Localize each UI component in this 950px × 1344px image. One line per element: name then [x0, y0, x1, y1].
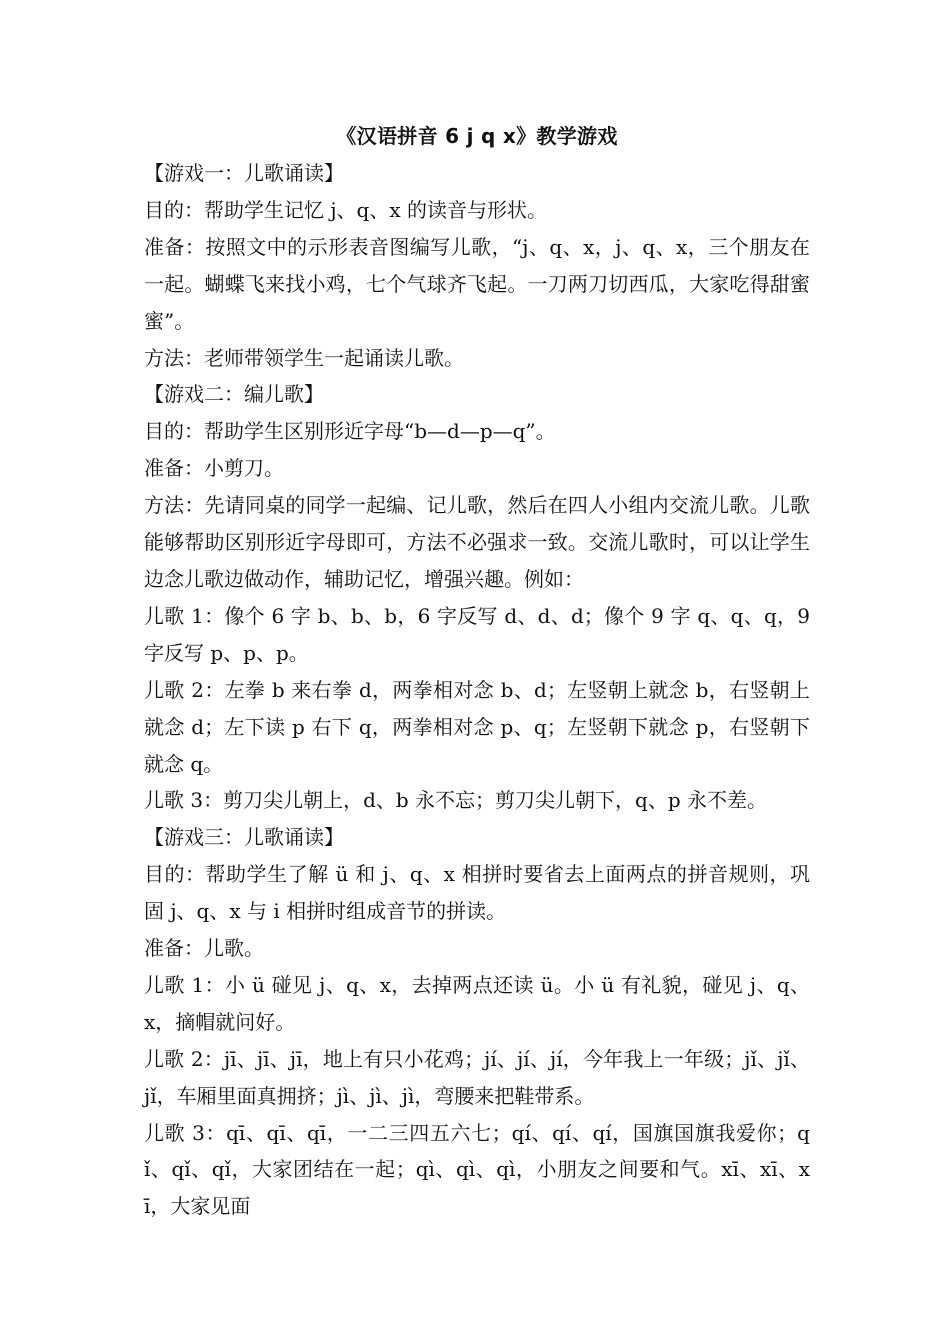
document-page: [144, 118, 810, 1225]
game2-method: 方法：先请同桌的同学一起编、记儿歌，然后在四人小组内交流儿歌。儿歌能够帮助区别形近字母即可，方法不必强求一致。交流儿歌时，可以让学生边念儿歌边做动作，辅助记忆，增强兴趣。例如：: [144, 493, 810, 591]
game3-song1: 儿歌 1：小 ü 碰见 j、q、x，去掉两点还读 ü。小 ü 有礼貌，碰见 j、q、x，摘帽就问好。: [144, 972, 810, 1034]
game2-song2: 儿歌 2：左拳 b 来右拳 d，两拳相对念 b、d；左竖朝上就念 b，右竖朝上就念 d；左下读 p 右下 q，两拳相对念 p、q；左竖朝下就念 p，右竖朝下就念 q。: [144, 677, 810, 776]
game1-prep: 准备：按照文中的示形表音图编写儿歌，“j、q、x，j、q、x，三个朋友在一起。蝴蝶飞来找小鸡，七个气球齐飞起。一刀两刀切西瓜，大家吃得甜蜜蜜”。: [144, 234, 810, 333]
game1-goal: 目的：帮助学生记忆 j、q、x 的读音与形状。: [144, 197, 547, 222]
game2-goal: 目的：帮助学生区别形近字母“b—d—p—q”。: [144, 419, 556, 444]
game3-heading: 【游戏三：儿歌诵读】: [144, 825, 344, 850]
game3-song3: 儿歌 3：qī、qī、qī，一二三四五六七；qí、qí、qí，国旗国旗我爱你；qǐ、qǐ、qǐ，大家团结在一起；qì、qì、qì，小朋友之间要和气。xī、xī、xī，大家见面: [144, 1120, 810, 1219]
game2-song1: 儿歌 1：像个 6 字 b、b、b，6 字反写 d、d、d；像个 9 字 q、q、q，9 字反写 p、p、p。: [144, 603, 810, 665]
document-title: 《汉语拼音 6 j q x》教学游戏: [336, 124, 618, 148]
game1-heading: 【游戏一：儿歌诵读】: [144, 161, 344, 185]
game1-method: 方法：老师带领学生一起诵读儿歌。: [144, 345, 464, 370]
game2-song3: 儿歌 3：剪刀尖儿朝上，d、b 永不忘；剪刀尖儿朝下，q、p 永不差。: [144, 788, 768, 813]
game3-goal: 目的：帮助学生了解 ü 和 j、q、x 相拼时要省去上面两点的拼音规则，巩固 j、q、x 与 i 相拼时组成音节的拼读。: [144, 862, 810, 924]
game2-heading: 【游戏二：编儿歌】: [144, 382, 324, 407]
game3-prep: 准备：儿歌。: [144, 936, 264, 961]
game3-song2: 儿歌 2：jī、jī、jī，地上有只小花鸡；jí、jí、jí，今年我上一年级；jǐ、jǐ、jǐ，车厢里面真拥挤；jì、jì、jì，弯腰来把鞋带系。: [144, 1046, 810, 1108]
game2-prep: 准备：小剪刀。: [144, 456, 284, 481]
